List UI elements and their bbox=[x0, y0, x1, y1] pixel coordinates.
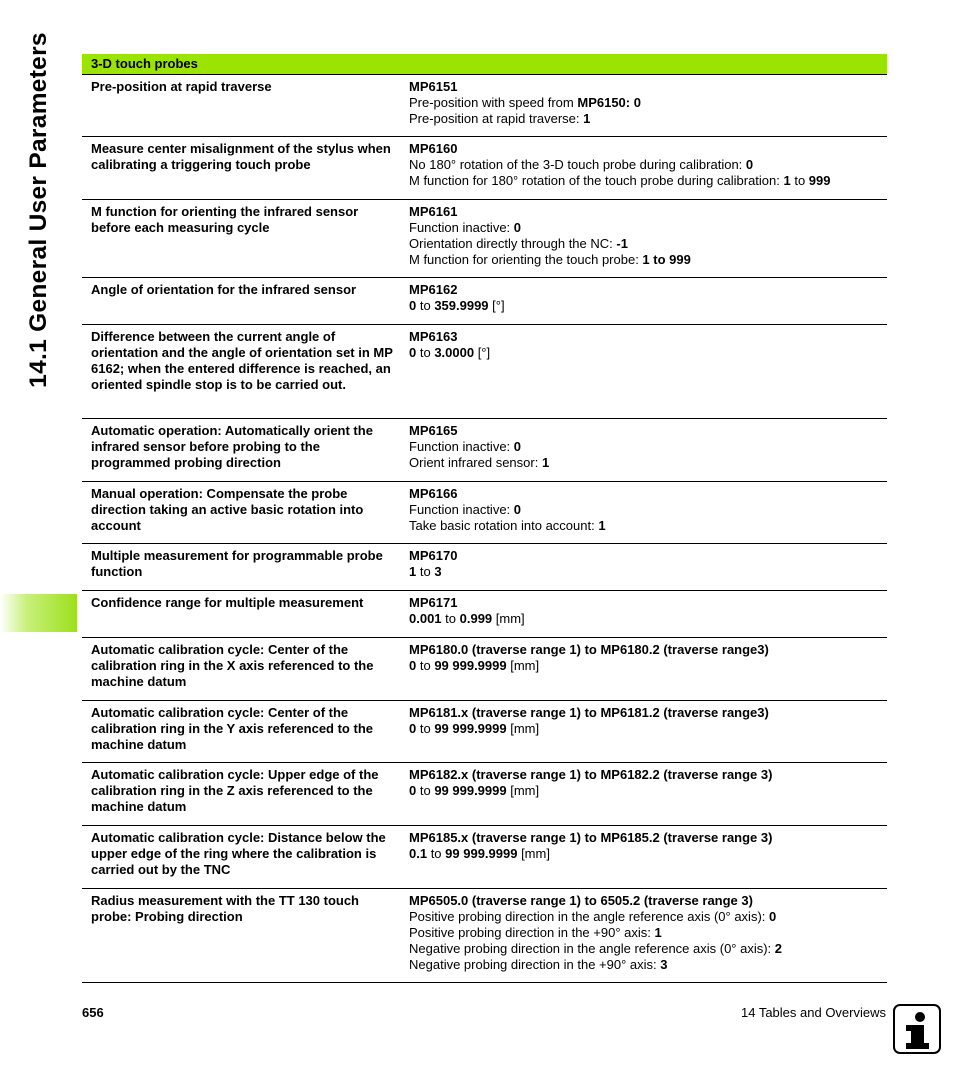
machine-parameter-id: MP6165 bbox=[409, 423, 458, 438]
value-text: to bbox=[416, 298, 435, 313]
value-text: to bbox=[441, 611, 460, 626]
table-row bbox=[82, 75, 887, 137]
parameter-value-line bbox=[409, 564, 887, 580]
value-bold: 1 bbox=[598, 518, 606, 533]
value-text: M function for 180° rotation of the touch probe during calibration: bbox=[409, 173, 784, 188]
parameter-values bbox=[409, 200, 887, 277]
value-bold: 3 bbox=[660, 957, 668, 972]
parameter-values bbox=[409, 419, 887, 481]
value-text: Take basic rotation into account: bbox=[409, 518, 599, 533]
parameter-description: Radius measurement with the TT 130 touch probe: Probing direction bbox=[91, 893, 359, 924]
table-row bbox=[82, 701, 887, 763]
value-text: [°] bbox=[488, 298, 505, 313]
value-bold: 0.001 bbox=[409, 611, 442, 626]
chapter-side-title bbox=[14, 0, 64, 420]
table-row bbox=[82, 137, 887, 200]
parameter-values bbox=[409, 701, 887, 762]
value-text: Positive probing direction in the angle reference axis (0° axis): bbox=[409, 909, 769, 924]
machine-parameter-id: MP6160 bbox=[409, 141, 458, 156]
machine-parameter-id: MP6180.0 (traverse range 1) to MP6180.2 (traverse range3) bbox=[409, 642, 769, 657]
value-bold: 0 bbox=[409, 298, 417, 313]
table-body bbox=[82, 75, 887, 983]
value-bold: 1 bbox=[654, 925, 662, 940]
table-row bbox=[82, 638, 887, 701]
parameter-value-line bbox=[409, 439, 887, 455]
value-bold: 1 bbox=[583, 111, 591, 126]
value-bold: 999 bbox=[808, 173, 831, 188]
value-bold: 0 bbox=[409, 783, 417, 798]
machine-parameter-id: MP6182.x (traverse range 1) to MP6182.2 (traverse range 3) bbox=[409, 767, 773, 782]
parameter-value-line bbox=[409, 220, 887, 236]
value-text: [mm] bbox=[506, 658, 540, 673]
parameter-value-line bbox=[409, 502, 887, 518]
machine-parameter-id: MP6505.0 (traverse range 1) to 6505.2 (traverse range 3) bbox=[409, 893, 753, 908]
parameter-values bbox=[409, 278, 887, 324]
value-text: Function inactive: bbox=[409, 220, 514, 235]
parameter-values bbox=[409, 75, 887, 136]
parameter-description: Confidence range for multiple measurement bbox=[91, 595, 364, 610]
value-text: Positive probing direction in the +90° axis: bbox=[409, 925, 655, 940]
parameter-value-line bbox=[409, 658, 887, 674]
parameter-value-line bbox=[409, 236, 887, 252]
parameter-value-line bbox=[409, 518, 887, 534]
value-bold: 99 999.9999 bbox=[434, 721, 507, 736]
table-row bbox=[82, 544, 887, 591]
parameter-value-line bbox=[409, 252, 887, 268]
parameter-value-line bbox=[409, 298, 887, 314]
parameter-values bbox=[409, 325, 887, 418]
value-text: Pre-position at rapid traverse: bbox=[409, 111, 584, 126]
parameter-values bbox=[409, 638, 887, 700]
parameter-values bbox=[409, 826, 887, 888]
machine-parameter-id: MP6171 bbox=[409, 595, 458, 610]
parameter-value-line bbox=[409, 345, 887, 361]
value-bold: 3 bbox=[434, 564, 442, 579]
parameter-values bbox=[409, 889, 887, 982]
parameter-value-line bbox=[409, 846, 887, 862]
value-text: [mm] bbox=[506, 783, 540, 798]
parameter-description: M function for orienting the infrared sensor before each measuring cycle bbox=[91, 204, 359, 235]
value-bold: 1 bbox=[783, 173, 791, 188]
value-bold: MP6150: 0 bbox=[577, 95, 641, 110]
parameter-value-line bbox=[409, 157, 887, 173]
parameter-value-line bbox=[409, 173, 887, 189]
value-bold: 0 bbox=[513, 220, 522, 235]
value-bold: 0 bbox=[513, 439, 522, 454]
parameter-description: Automatic calibration cycle: Upper edge of the calibration ring in the Z axis referenced to the machine datum bbox=[91, 767, 379, 814]
parameter-description: Angle of orientation for the infrared sensor bbox=[91, 282, 357, 297]
value-bold: 3.0000 bbox=[434, 345, 475, 360]
value-text: Orientation directly through the NC: bbox=[409, 236, 617, 251]
value-text: to bbox=[416, 721, 435, 736]
machine-parameter-id: MP6185.x (traverse range 1) to MP6185.2 (traverse range 3) bbox=[409, 830, 773, 845]
table-row bbox=[82, 591, 887, 638]
value-text: Function inactive: bbox=[409, 502, 514, 517]
parameter-values bbox=[409, 137, 887, 199]
value-text: to bbox=[416, 783, 435, 798]
machine-parameter-id: MP6166 bbox=[409, 486, 458, 501]
value-bold: 1 to 999 bbox=[642, 252, 691, 267]
value-bold: 99 999.9999 bbox=[434, 783, 507, 798]
parameter-value-line bbox=[409, 957, 887, 973]
parameter-table bbox=[82, 54, 887, 983]
value-bold: 1 bbox=[409, 564, 417, 579]
table-row bbox=[82, 482, 887, 544]
value-bold: 1 bbox=[541, 455, 550, 470]
value-bold: 0 bbox=[409, 721, 417, 736]
parameter-value-line bbox=[409, 909, 887, 925]
parameter-description: Pre-position at rapid traverse bbox=[91, 79, 272, 94]
value-text: to bbox=[427, 846, 446, 861]
table-row bbox=[82, 763, 887, 826]
value-bold: 0 bbox=[745, 157, 754, 172]
parameter-description: Manual operation: Compensate the probe direction taking an active basic rotation into account bbox=[91, 486, 364, 533]
value-bold: 99 999.9999 bbox=[445, 846, 518, 861]
value-bold: 0 bbox=[409, 345, 417, 360]
value-text: to bbox=[416, 345, 435, 360]
value-bold: 0.1 bbox=[409, 846, 428, 861]
value-text: Orient infrared sensor: bbox=[409, 455, 542, 470]
table-row bbox=[82, 889, 887, 983]
value-text: Negative probing direction in the angle reference axis (0° axis): bbox=[409, 941, 775, 956]
machine-parameter-id: MP6181.x (traverse range 1) to MP6181.2 (traverse range3) bbox=[409, 705, 769, 720]
parameter-value-line bbox=[409, 455, 887, 471]
value-text: [mm] bbox=[492, 611, 525, 626]
value-text: to bbox=[416, 564, 435, 579]
value-text: [mm] bbox=[506, 721, 540, 736]
value-bold: -1 bbox=[616, 236, 628, 251]
machine-parameter-id: MP6170 bbox=[409, 548, 458, 563]
machine-parameter-id: MP6161 bbox=[409, 204, 458, 219]
table-row bbox=[82, 419, 887, 482]
value-text: [mm] bbox=[517, 846, 550, 861]
value-text: M function for orienting the touch probe: bbox=[409, 252, 643, 267]
value-bold: 0 bbox=[513, 502, 522, 517]
parameter-description: Measure center misalignment of the stylus when calibrating a triggering touch probe bbox=[91, 141, 391, 172]
parameter-description: Automatic operation: Automatically orient the infrared sensor before probing to the programmed probing direction bbox=[91, 423, 373, 470]
parameter-value-line bbox=[409, 111, 887, 127]
parameter-value-line bbox=[409, 925, 887, 941]
table-row bbox=[82, 200, 887, 278]
value-bold: 0.999 bbox=[459, 611, 493, 626]
value-text: [°] bbox=[474, 345, 491, 360]
value-text: Negative probing direction in the +90° axis: bbox=[409, 957, 661, 972]
value-bold: 2 bbox=[774, 941, 783, 956]
value-text: Pre-position with speed from bbox=[409, 95, 578, 110]
parameter-value-line bbox=[409, 721, 887, 737]
page-number: 656 bbox=[82, 1005, 104, 1020]
parameter-value-line bbox=[409, 611, 887, 627]
table-header: 3-D touch probes bbox=[82, 54, 887, 75]
value-text: Function inactive: bbox=[409, 439, 514, 454]
table-row bbox=[82, 325, 887, 419]
machine-parameter-id: MP6162 bbox=[409, 282, 458, 297]
value-bold: 359.9999 bbox=[434, 298, 489, 313]
parameter-values bbox=[409, 482, 887, 543]
parameter-description: Difference between the current angle of orientation and the angle of orientation set in MP 6162; when the entered difference is reached, an oriented spindle stop is to be carried out. bbox=[91, 329, 393, 392]
parameter-description: Automatic calibration cycle: Center of the calibration ring in the Y axis referenced to the machine datum bbox=[91, 705, 373, 752]
parameter-value-line bbox=[409, 783, 887, 799]
parameter-description: Automatic calibration cycle: Distance below the upper edge of the ring where the calibration is carried out by the TNC bbox=[91, 830, 386, 877]
value-text: to bbox=[416, 658, 435, 673]
value-bold: 0 bbox=[409, 658, 417, 673]
value-bold: 0 bbox=[769, 909, 777, 924]
table-row bbox=[82, 278, 887, 325]
info-icon bbox=[893, 1004, 941, 1054]
parameter-value-line bbox=[409, 95, 887, 111]
value-text: No 180° rotation of the 3-D touch probe during calibration: bbox=[409, 157, 746, 172]
chapter-name: 14 Tables and Overviews bbox=[740, 1005, 886, 1020]
parameter-value-line bbox=[409, 941, 887, 957]
parameter-values bbox=[409, 591, 887, 637]
parameter-description: Multiple measurement for programmable probe function bbox=[91, 548, 383, 579]
parameter-values bbox=[409, 763, 887, 825]
machine-parameter-id: MP6151 bbox=[409, 79, 458, 94]
parameter-values bbox=[409, 544, 887, 590]
value-bold: 99 999.9999 bbox=[434, 658, 507, 673]
parameter-description: Automatic calibration cycle: Center of the calibration ring in the X axis referenced to the machine datum bbox=[91, 642, 374, 689]
chapter-tab-marker bbox=[0, 594, 77, 632]
table-row bbox=[82, 826, 887, 889]
value-text: to bbox=[790, 173, 809, 188]
machine-parameter-id: MP6163 bbox=[409, 329, 458, 344]
chapter-side-title-text: 14.1 General User Parameters bbox=[25, 32, 52, 388]
